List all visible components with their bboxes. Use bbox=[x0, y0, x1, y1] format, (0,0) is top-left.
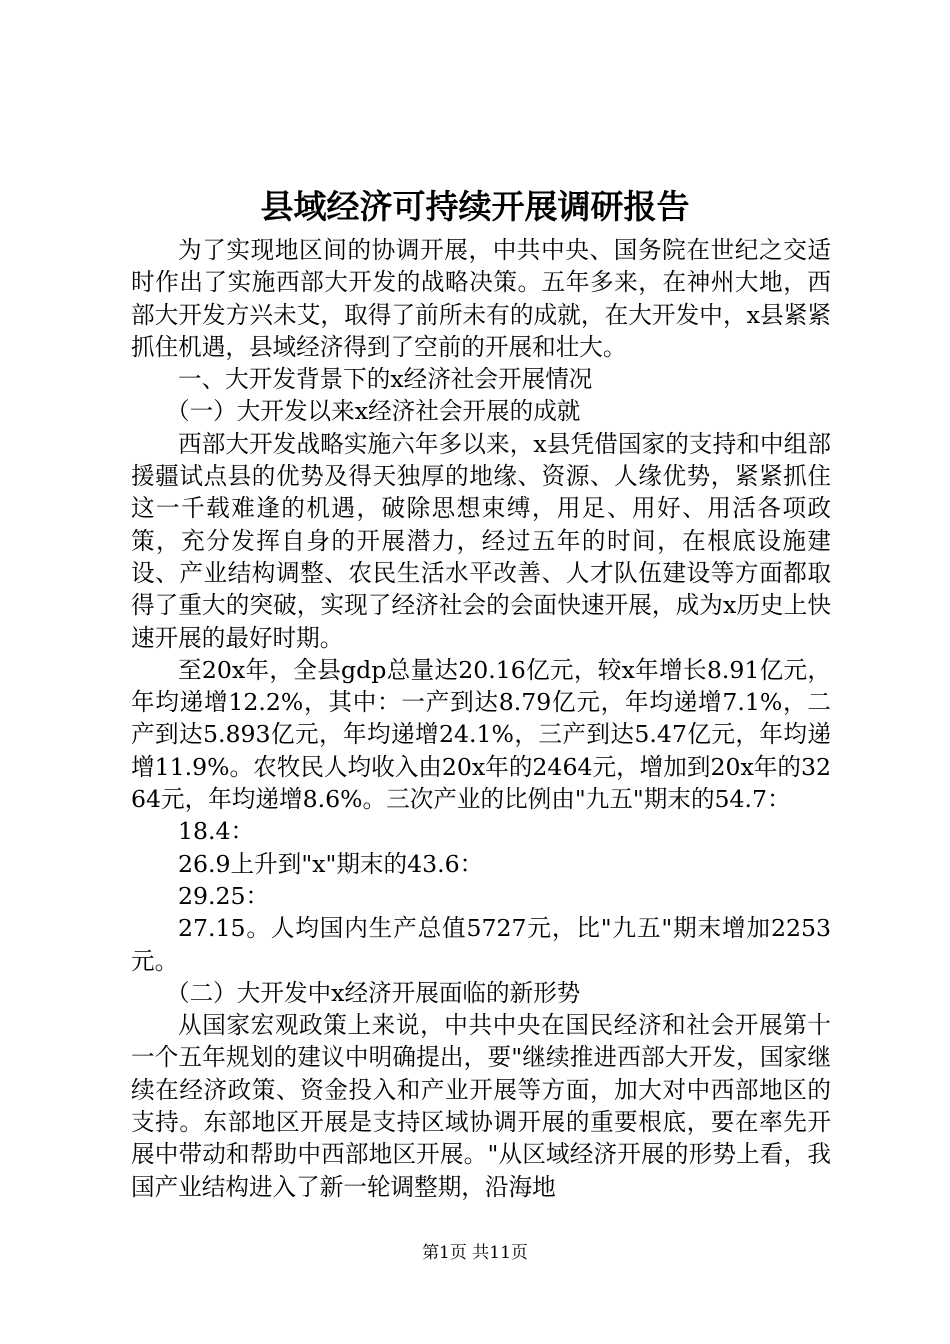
paragraph-achievements: 西部大开发战略实施六年多以来，x县凭借国家的支持和中组部援疆试点县的优势及得天独厚的地缘、资源、人缘优势，紧紧抓住这一千载难逢的机遇，破除思想束缚，用足、用好、用活各项政策，充分发挥自身的开展潜力，经过五年的时间，在根底设施建设、产业结构调整、农民生活水平改善、人才队伍建设等方面都取得了重大的突破，实现了经济社会的会面快速开展，成为x历史上快速开展的最好时期。 bbox=[131, 429, 831, 652]
document-title: 县域经济可持续开展调研报告 bbox=[260, 187, 690, 226]
heading-subsection-2: （二）大开发中x经济开展面临的新形势 bbox=[166, 978, 581, 1007]
paragraph-ratio-2: 26.9上升到"x"期末的43.6： bbox=[178, 849, 484, 878]
heading-subsection-1: （一）大开发以来x经济社会开展的成就 bbox=[166, 397, 581, 426]
paragraph-ratio-4: 27.15。人均国内生产总值5727元，比"九五"期末增加2253元。 bbox=[131, 914, 831, 975]
heading-section-1: 一、大开发背景下的x经济社会开展情况 bbox=[178, 365, 593, 394]
page-footer: 第1页 共11页 bbox=[422, 1243, 528, 1263]
paragraph-ratio-1: 18.4： bbox=[178, 817, 255, 846]
paragraph-gdp-stats: 至20x年，全县gdp总量达20.16亿元，较x年增长8.91亿元，年均递增12.2%，其中：一产到达8.79亿元，年均递增7.1%，二产到达5.893亿元，年均递增24.1%，三产到达5.47亿元，年均递增11.9%。农牧民人均收入由20x年的2464元，增加到20x年的3264元，年均递增8.6%。三次产业的比例由"九五"期末的54.7： bbox=[131, 655, 831, 814]
paragraph-ratio-3: 29.25： bbox=[178, 881, 270, 910]
paragraph-intro: 为了实现地区间的协调开展，中共中央、国务院在世纪之交适时作出了实施西部大开发的战略决策。五年多来，在神州大地，西部大开发方兴未艾，取得了前所未有的成就，在大开发中，x县紧紧抓住机遇，县域经济得到了空前的开展和壮大。 bbox=[131, 236, 831, 361]
paragraph-macro-policy: 从国家宏观政策上来说，中共中央在国民经济和社会开展第十一个五年规划的建议中明确提出，要"继续推进西部大开发，国家继续在经济政策、资金投入和产业开展等方面，加大对中西部地区的支持。东部地区开展是支持区域协调开展的重要根底，要在率先开展中带动和帮助中西部地区开展。"从区域经济开展的形势上看，我国产业结构进入了新一轮调整期，沿海地 bbox=[131, 1011, 831, 1201]
document-body bbox=[131, 234, 831, 1203]
